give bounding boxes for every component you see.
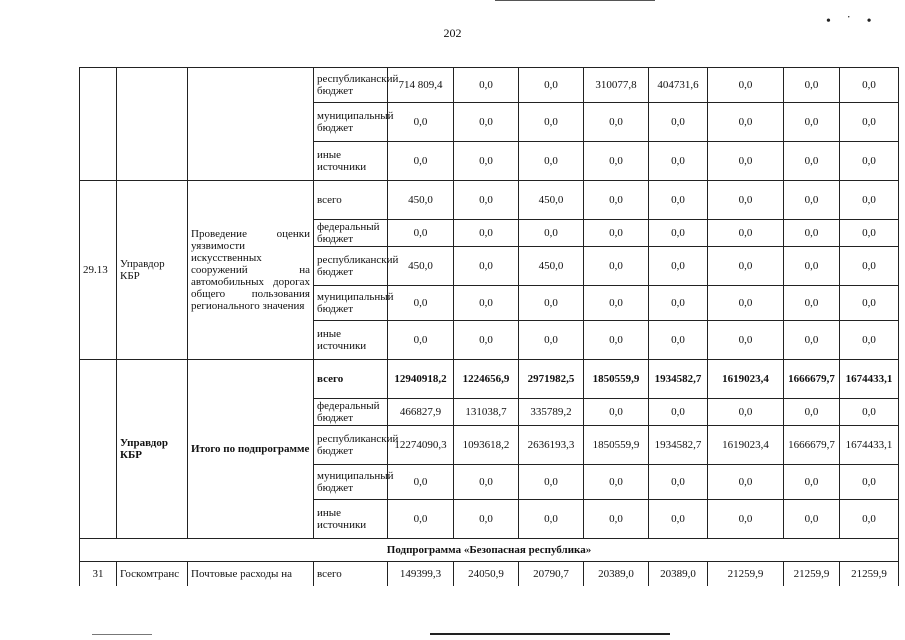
value-cell: 1224656,9	[454, 360, 519, 399]
value-cell: 0,0	[454, 247, 519, 286]
number-cell	[80, 68, 117, 181]
corner-marks: • ˙ •	[826, 14, 878, 29]
value-cell: 0,0	[708, 321, 784, 360]
funding-source: всего	[314, 360, 388, 399]
executor-cell: Управдор КБР	[117, 360, 188, 539]
value-cell: 20389,0	[584, 562, 649, 587]
value-cell: 0,0	[454, 68, 519, 103]
section-row	[80, 539, 899, 562]
value-cell: 0,0	[840, 142, 899, 181]
value-cell: 0,0	[388, 500, 454, 539]
funding-source: иные источники	[314, 142, 388, 181]
executor-cell: Управдор КБР	[117, 181, 188, 360]
value-cell: 2971982,5	[519, 360, 584, 399]
value-cell: 0,0	[840, 321, 899, 360]
value-cell: 0,0	[708, 103, 784, 142]
value-cell: 0,0	[708, 247, 784, 286]
table-body	[80, 68, 899, 587]
funding-source: муниципальный бюджет	[314, 103, 388, 142]
value-cell: 21259,9	[708, 562, 784, 587]
value-cell: 0,0	[584, 220, 649, 247]
value-cell: 0,0	[519, 68, 584, 103]
value-cell: 0,0	[840, 68, 899, 103]
value-cell: 0,0	[584, 142, 649, 181]
funding-source: всего	[314, 181, 388, 220]
item-number: 29.13	[80, 181, 117, 360]
value-cell: 0,0	[519, 321, 584, 360]
value-cell: 149399,3	[388, 562, 454, 587]
value-cell: 0,0	[454, 321, 519, 360]
value-cell: 0,0	[454, 286, 519, 321]
activity-cell: Почтовые расходы на	[188, 562, 314, 587]
value-cell: 0,0	[649, 286, 708, 321]
value-cell: 0,0	[519, 220, 584, 247]
value-cell: 0,0	[708, 220, 784, 247]
funding-source: федеральный бюджет	[314, 220, 388, 247]
value-cell: 1674433,1	[840, 360, 899, 399]
table-row	[80, 562, 899, 587]
value-cell: 0,0	[708, 142, 784, 181]
funding-source: муниципальный бюджет	[314, 286, 388, 321]
value-cell: 0,0	[784, 465, 840, 500]
item-number	[80, 360, 117, 539]
value-cell: 0,0	[454, 142, 519, 181]
funding-source: республиканский бюджет	[314, 247, 388, 286]
value-cell: 0,0	[708, 286, 784, 321]
bottom-rule	[430, 633, 670, 635]
item-number: 31	[80, 562, 117, 587]
value-cell: 0,0	[784, 399, 840, 426]
table-row	[80, 68, 899, 103]
value-cell: 0,0	[784, 220, 840, 247]
value-cell: 1619023,4	[708, 360, 784, 399]
funding-source: всего	[314, 562, 388, 587]
value-cell: 450,0	[388, 181, 454, 220]
value-cell: 1934582,7	[649, 360, 708, 399]
funding-source: республиканский бюджет	[314, 426, 388, 465]
value-cell: 21259,9	[840, 562, 899, 587]
funding-source: муниципальный бюджет	[314, 465, 388, 500]
value-cell: 310077,8	[584, 68, 649, 103]
value-cell: 0,0	[784, 500, 840, 539]
value-cell: 0,0	[584, 500, 649, 539]
value-cell: 1093618,2	[454, 426, 519, 465]
value-cell: 0,0	[454, 220, 519, 247]
value-cell: 0,0	[840, 247, 899, 286]
value-cell: 0,0	[584, 247, 649, 286]
value-cell: 0,0	[840, 286, 899, 321]
activity-cell: Итого по подпрограмме	[188, 360, 314, 539]
funding-source: федеральный бюджет	[314, 399, 388, 426]
value-cell: 24050,9	[454, 562, 519, 587]
value-cell: 0,0	[649, 220, 708, 247]
value-cell: 0,0	[840, 181, 899, 220]
value-cell: 0,0	[784, 103, 840, 142]
value-cell: 0,0	[649, 465, 708, 500]
value-cell: 0,0	[454, 500, 519, 539]
value-cell: 20389,0	[649, 562, 708, 587]
value-cell: 1850559,9	[584, 360, 649, 399]
value-cell: 0,0	[584, 465, 649, 500]
value-cell: 0,0	[388, 142, 454, 181]
value-cell: 0,0	[649, 399, 708, 426]
section-title: Подпрограмма «Безопасная республика»	[80, 539, 899, 562]
value-cell: 0,0	[454, 465, 519, 500]
activity-cell: Проведение оценки уязвимости искусственных сооружений на автомобильных дорогах общего пользования регионального значения	[188, 181, 314, 360]
value-cell: 0,0	[649, 321, 708, 360]
value-cell: 0,0	[649, 181, 708, 220]
executor-cell	[117, 68, 188, 181]
activity-cell	[188, 68, 314, 181]
value-cell: 131038,7	[454, 399, 519, 426]
value-cell: 0,0	[388, 220, 454, 247]
value-cell: 0,0	[388, 465, 454, 500]
value-cell: 0,0	[584, 321, 649, 360]
value-cell: 1674433,1	[840, 426, 899, 465]
value-cell: 21259,9	[784, 562, 840, 587]
funding-source: республиканский бюджет	[314, 68, 388, 103]
value-cell: 0,0	[519, 465, 584, 500]
value-cell: 450,0	[388, 247, 454, 286]
value-cell: 0,0	[649, 103, 708, 142]
value-cell: 0,0	[784, 142, 840, 181]
funding-source: иные источники	[314, 500, 388, 539]
value-cell: 1850559,9	[584, 426, 649, 465]
value-cell: 0,0	[649, 142, 708, 181]
value-cell: 0,0	[388, 103, 454, 142]
executor-cell: Госкомтранс	[117, 562, 188, 587]
value-cell: 0,0	[649, 500, 708, 539]
value-cell: 0,0	[519, 500, 584, 539]
funding-source: иные источники	[314, 321, 388, 360]
value-cell: 0,0	[708, 465, 784, 500]
value-cell: 0,0	[584, 181, 649, 220]
value-cell: 0,0	[784, 321, 840, 360]
value-cell: 12940918,2	[388, 360, 454, 399]
value-cell: 0,0	[454, 103, 519, 142]
value-cell: 1666679,7	[784, 426, 840, 465]
value-cell: 0,0	[584, 286, 649, 321]
value-cell: 0,0	[840, 220, 899, 247]
value-cell: 0,0	[784, 181, 840, 220]
value-cell: 0,0	[584, 103, 649, 142]
value-cell: 335789,2	[519, 399, 584, 426]
table-row	[80, 181, 899, 220]
value-cell: 0,0	[388, 286, 454, 321]
value-cell: 12274090,3	[388, 426, 454, 465]
value-cell: 0,0	[519, 142, 584, 181]
value-cell: 0,0	[519, 286, 584, 321]
value-cell: 466827,9	[388, 399, 454, 426]
top-rule	[495, 0, 655, 1]
value-cell: 1619023,4	[708, 426, 784, 465]
value-cell: 0,0	[708, 68, 784, 103]
value-cell: 0,0	[519, 103, 584, 142]
value-cell: 0,0	[840, 465, 899, 500]
value-cell: 0,0	[784, 286, 840, 321]
value-cell: 2636193,3	[519, 426, 584, 465]
value-cell: 0,0	[784, 247, 840, 286]
value-cell: 0,0	[840, 500, 899, 539]
value-cell: 1934582,7	[649, 426, 708, 465]
value-cell: 0,0	[388, 321, 454, 360]
value-cell: 0,0	[840, 399, 899, 426]
value-cell: 0,0	[840, 103, 899, 142]
page-number: 202	[443, 26, 462, 40]
value-cell: 0,0	[454, 181, 519, 220]
budget-table	[79, 67, 899, 586]
value-cell: 0,0	[708, 500, 784, 539]
value-cell: 0,0	[584, 399, 649, 426]
value-cell: 0,0	[649, 247, 708, 286]
value-cell: 450,0	[519, 247, 584, 286]
value-cell: 0,0	[708, 181, 784, 220]
value-cell: 1666679,7	[784, 360, 840, 399]
value-cell: 714 809,4	[388, 68, 454, 103]
value-cell: 0,0	[708, 399, 784, 426]
table-row	[80, 360, 899, 399]
bottom-dash	[92, 634, 152, 635]
value-cell: 450,0	[519, 181, 584, 220]
value-cell: 20790,7	[519, 562, 584, 587]
value-cell: 404731,6	[649, 68, 708, 103]
value-cell: 0,0	[784, 68, 840, 103]
